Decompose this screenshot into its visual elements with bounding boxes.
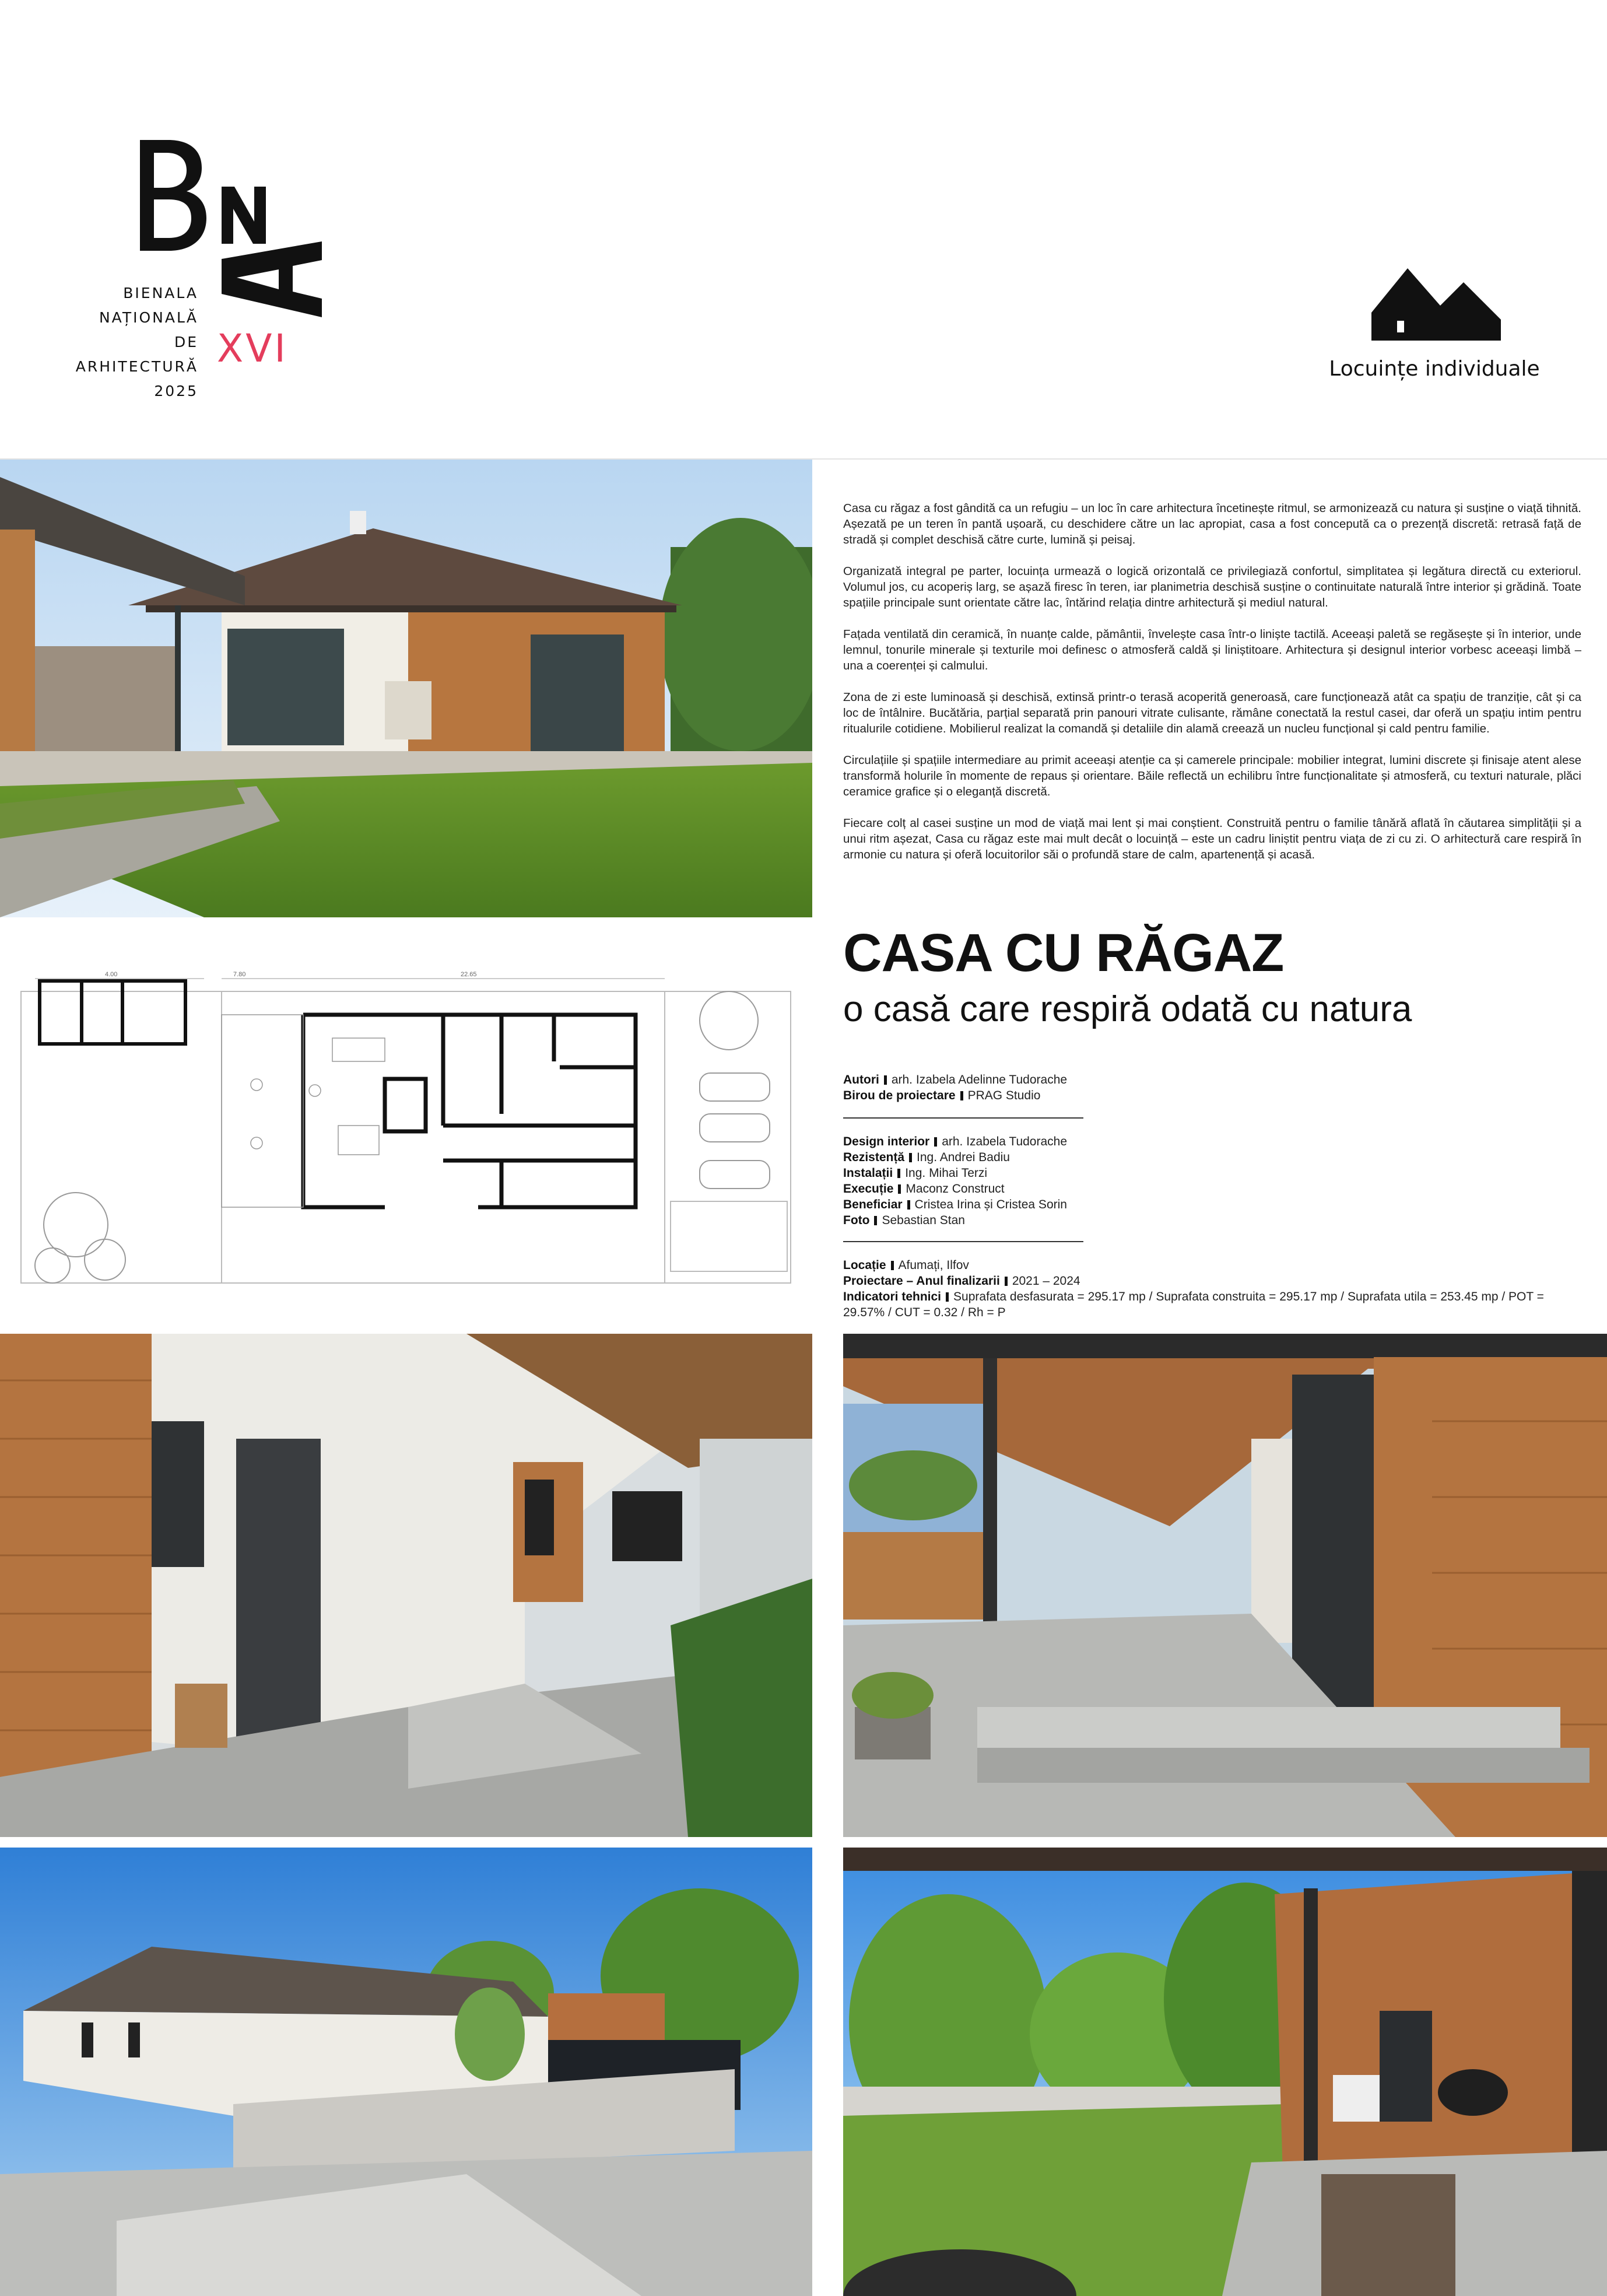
credit-label: Rezistență (843, 1151, 905, 1164)
info-row (843, 1257, 1584, 1273)
credit-value: Ing. Mihai Terzi (905, 1166, 988, 1180)
description-paragraph: Organizată integral pe parter, locuința urmează o logică orizontală ce privilegiază confortul, simplitatea și legătura directă cu exteriorul. Volumul jos, cu acoperiș larg, se așază firesc în teren, iar planimetria deschisă susține o continuitate naturală între interior și grădină. Toate spațiile principale sunt orientate către lac, întărind relația dintre arhitectură și mediul natural. (843, 565, 1581, 609)
credits-primary (843, 1072, 1067, 1103)
credit-value: arh. Izabela Tudorache (942, 1135, 1068, 1148)
info-separator (891, 1261, 894, 1270)
credit-label: Execuție (843, 1182, 894, 1196)
credit-label: Autori (843, 1073, 879, 1086)
credit-separator (897, 1169, 900, 1178)
logo-caption (76, 281, 198, 404)
logo-line: NAȚIONALĂ (99, 309, 198, 326)
info-row (843, 1273, 1584, 1289)
info-label: Locație (843, 1259, 886, 1272)
credit-label: Instalații (843, 1166, 893, 1180)
photo-garden-view (843, 1848, 1607, 2296)
photo-house-garden (0, 460, 812, 917)
credit-row (843, 1088, 1067, 1103)
logo-line: 2025 (154, 383, 198, 399)
credit-row (843, 1149, 1067, 1165)
photo-entrance-facade (0, 1334, 812, 1837)
credit-value: Ing. Andrei Badiu (917, 1151, 1010, 1164)
info-value: 2021 – 2024 (1012, 1274, 1080, 1288)
credit-value: Cristea Irina și Cristea Sorin (914, 1198, 1067, 1211)
credit-value: arh. Izabela Adelinne Tudorache (891, 1073, 1068, 1086)
info-label: Proiectare – Anul finalizarii (843, 1274, 1000, 1288)
category-label: Locuințe individuale (1329, 357, 1540, 381)
credits-secondary (843, 1134, 1067, 1228)
plan-dimension: 22.65 (461, 971, 477, 978)
credit-row (843, 1134, 1067, 1149)
photo-covered-terrace (843, 1334, 1607, 1837)
info-separator (946, 1292, 949, 1302)
credit-label: Birou de proiectare (843, 1089, 956, 1102)
credit-row (843, 1212, 1067, 1228)
credit-separator (884, 1075, 887, 1085)
info-separator (1005, 1277, 1008, 1286)
logo-line: DE (174, 334, 198, 350)
info-value: Afumați, Ilfov (898, 1259, 969, 1272)
credit-value: Sebastian Stan (882, 1214, 965, 1227)
description-paragraph: Fiecare colț al casei susține un mod de viață mai lent și mai conștient. Construită pentru o familie tânără aflată în căutarea simplității și a unui ritm așezat, Casa cu răgaz este mai mult decât o locuință – este un cadru liniștit pentru viața de zi cu zi. O arhitectură care respiră în armonie cu natura și oferă locuitorilor săi o profundă stare de calm, apartenență și acasă. (843, 816, 1581, 861)
credit-separator (960, 1091, 963, 1100)
credit-separator (874, 1216, 877, 1225)
logo-letter-n (222, 187, 266, 244)
project-title: CASA CU RĂGAZ (843, 923, 1284, 983)
credit-value: Maconz Construct (906, 1182, 1005, 1196)
credit-label: Design interior (843, 1135, 930, 1148)
logo-line: ARHITECTURĂ (75, 358, 198, 375)
project-subtitle: o casă care respiră odată cu natura (843, 989, 1412, 1029)
credit-separator (907, 1200, 910, 1210)
logo-line: BIENALA (123, 285, 198, 302)
plan-dimension: 7.80 (233, 971, 246, 978)
credit-row (843, 1197, 1067, 1212)
credits-divider (843, 1117, 1083, 1119)
credit-label: Beneficiar (843, 1198, 903, 1211)
credit-separator (934, 1137, 937, 1147)
credit-row (843, 1181, 1067, 1197)
logo-letter-b (140, 140, 206, 251)
plan-dimension: 4.00 (105, 971, 118, 978)
info-label: Indicatori tehnici (843, 1290, 942, 1303)
credit-separator (898, 1184, 901, 1194)
credit-separator (909, 1153, 912, 1162)
credit-row (843, 1165, 1067, 1181)
houses-icon (1371, 268, 1501, 341)
floor-plan-drawing (0, 968, 812, 1295)
edition-number: XVI (217, 326, 288, 371)
info-row (843, 1289, 1584, 1320)
description-paragraph: Casa cu răgaz a fost gândită ca un refugiu – un loc în care arhitectura încetinește ritmul, se armonizează cu natura și susține o viață tihnită. Așezată pe un teren în pantă ușoară, cu deschidere către un lac apropiat, casa a fost concepută ca o prezență discretă: retrasă față de stradă și complet deschisă către curte, lumină și peisaj. (843, 502, 1581, 546)
credit-value: PRAG Studio (967, 1089, 1041, 1102)
description-paragraph: Zona de zi este luminoasă și deschisă, extinsă printr-o terasă acoperită generoasă, care funcționează atât ca spațiu de tranziție, cât și ca loc de întâlnire. Bucătăria, parțial separată prin panouri vitrate culisante, rămâne conectată la restul casei, dar oferă un spațiu intim pentru ritualurile cotidiene. Mobilierul realizat la comandă și detaliile din alamă creează un nucleu funcțional și cald pentru familie. (843, 690, 1581, 735)
logo-letter-a (222, 241, 322, 317)
credit-label: Foto (843, 1214, 870, 1227)
description-paragraph: Circulațiile și spațiile intermediare au primit aceeași atenție ca și camerele principale: mobilier integrat, lumini discrete și finisaje atent alese transformă holurile în momente de repaus și orientare. Băile reflectă un echilibru între funcționalitate și atmosferă, cu texturi naturale, plăci ceramice grafice și o eleganță discretă. (843, 753, 1581, 798)
project-info (843, 1257, 1584, 1320)
project-description (843, 500, 1581, 878)
info-value: Suprafata desfasurata = 295.17 mp / Suprafata construita = 295.17 mp / Suprafata utila = 253.45 mp / POT = 29.57% / CUT = 0.32 / Rh = P (843, 1290, 1544, 1319)
photo-side-walkway (0, 1848, 812, 2296)
credits-divider (843, 1241, 1083, 1242)
description-paragraph: Fațada ventilată din ceramică, în nuanțe calde, pământii, învelește casa într-o liniște tactilă. Aceeași paletă se regăsește și în interior, unde lemnul, tonurile minerale și texturile moi definesc o atmosferă caldă și liniștitoare. Arhitectura și designul interior vorbesc aceeași limbă – una a coerenței și calmului. (843, 628, 1581, 672)
credit-row (843, 1072, 1067, 1088)
